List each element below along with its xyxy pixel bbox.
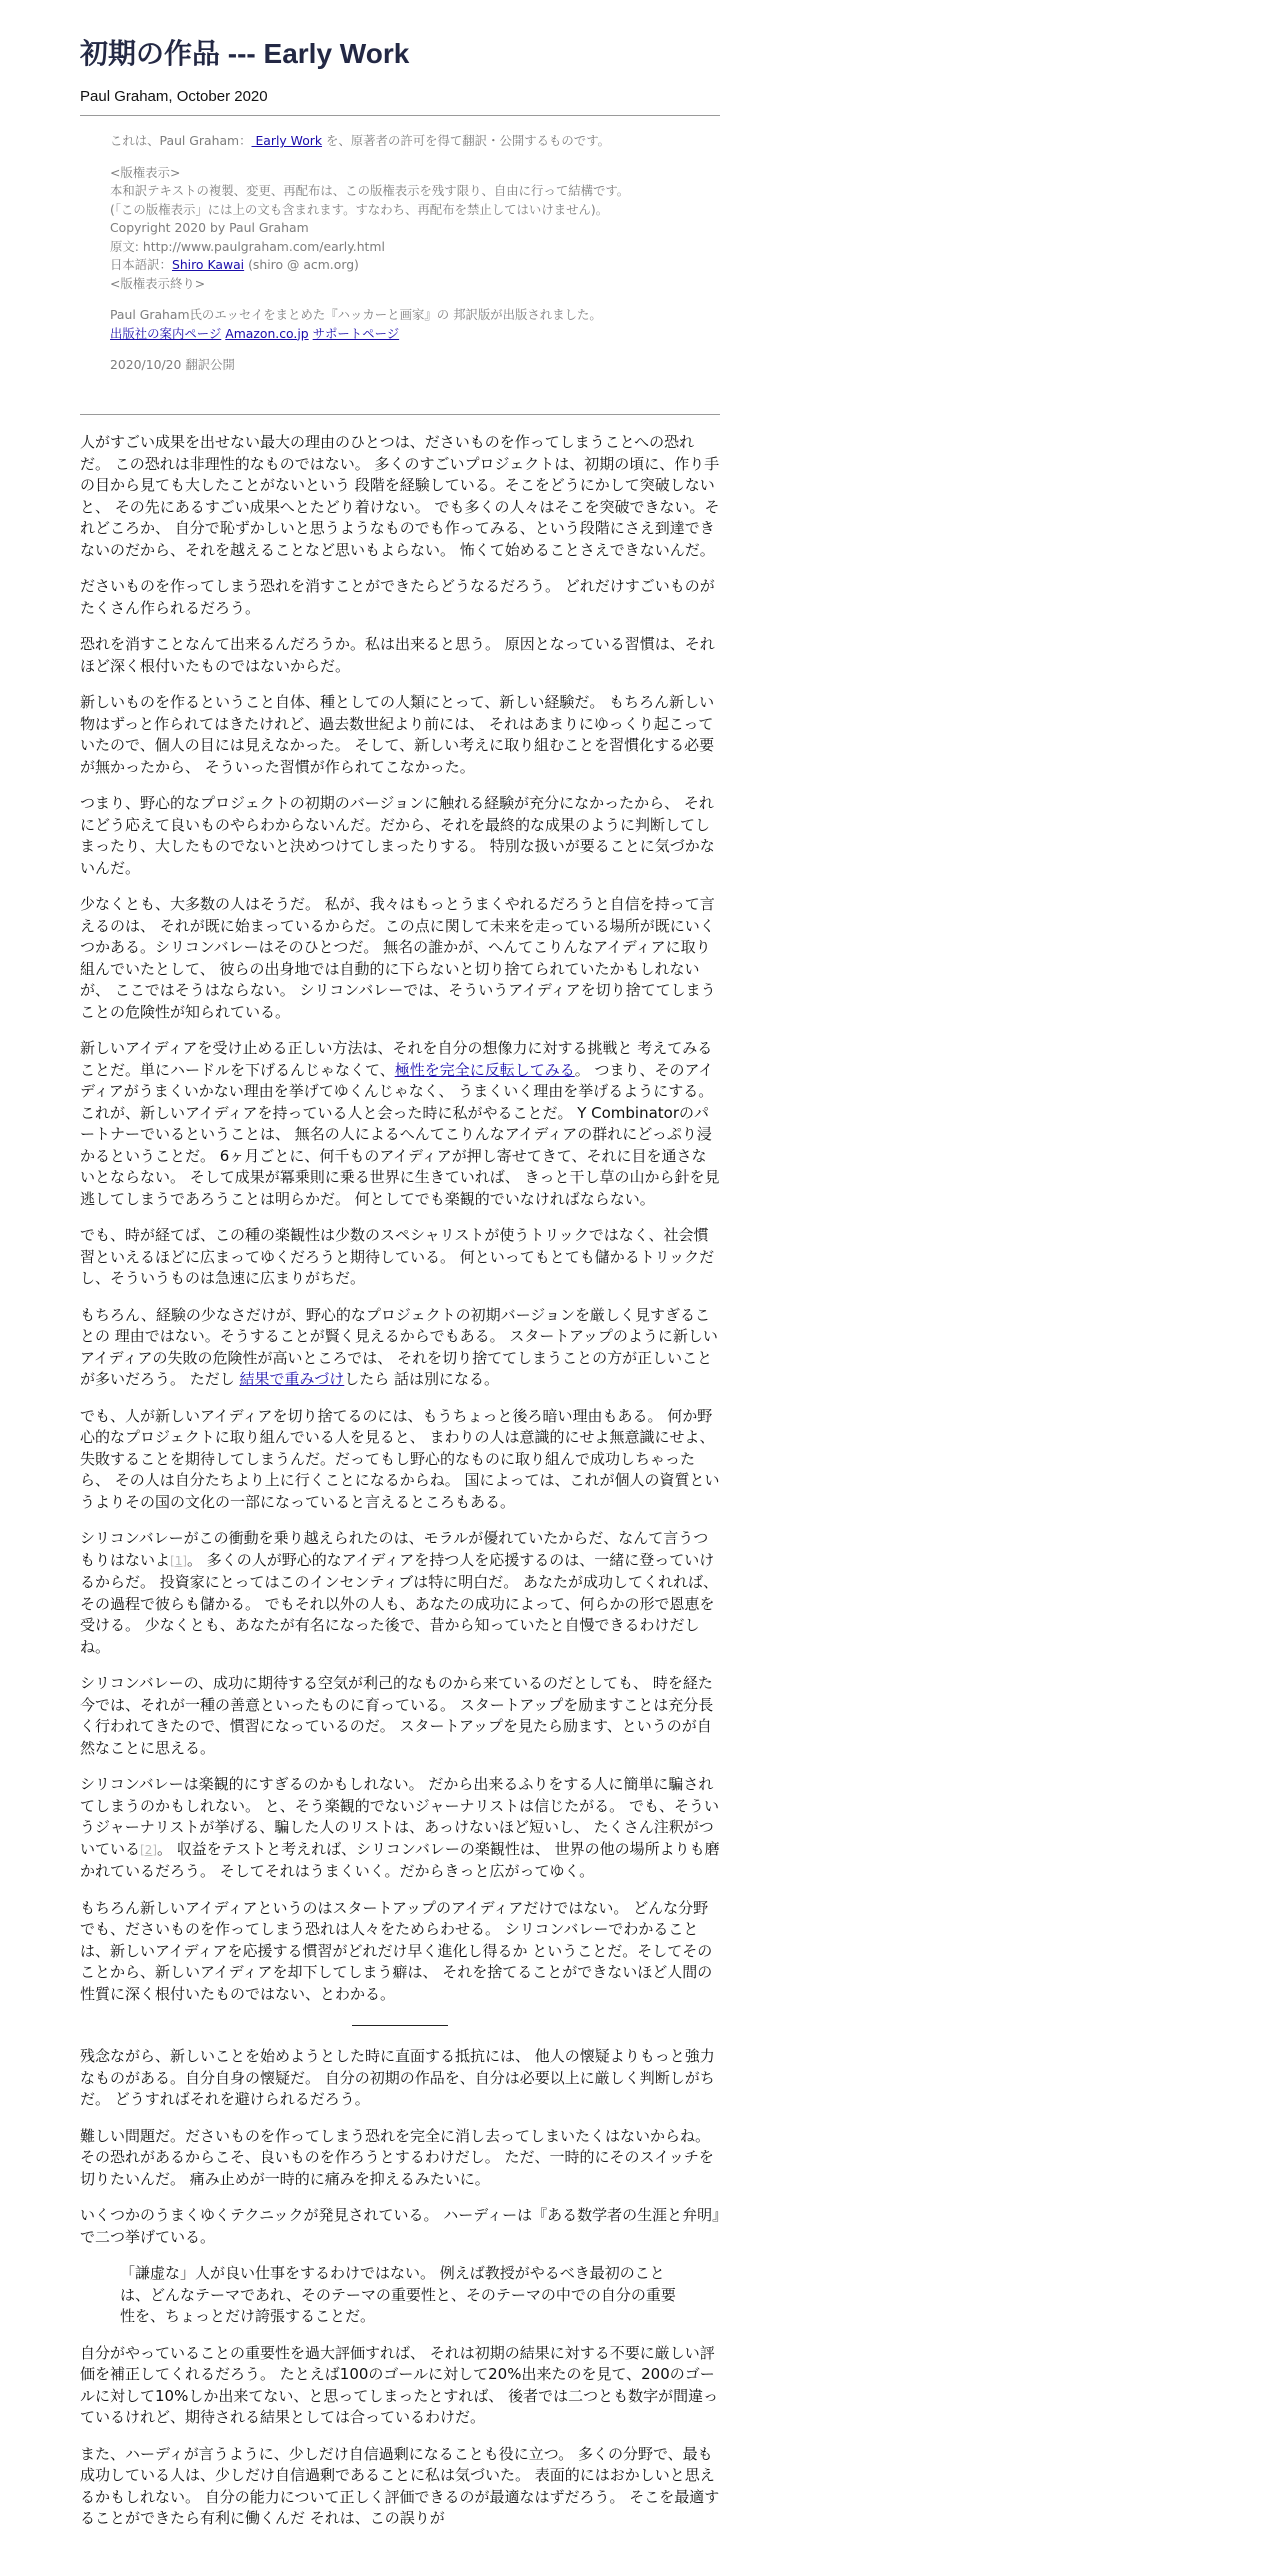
license-note: (「この版権表示」には上の文も含まれます。すなわち、再配布を禁止してはいけません)。: [110, 201, 609, 217]
translator-notes: [110, 132, 670, 388]
text: したら 話は別になる。: [344, 1370, 500, 1388]
author-line: Paul Graham, October 2020: [80, 88, 268, 105]
intro-suffix: を、原著者の許可を得て翻訳・公開するものです。: [322, 133, 610, 148]
paragraph: [80, 1305, 720, 1391]
paragraph: [80, 1528, 720, 1658]
paragraph: 難しい問題だ。ださいものを作ってしまう恐れを完全に消し去ってしまいたくはないからね。 その恐れがあるからこそ、良いものを作ろうとするわけだし。 ただ、一時的にそのスイッチを切りたいんだ。 痛み止めが一時的に痛みを抑えるみたいに。: [80, 2126, 714, 2188]
text: もちろん、経験の少なさだけが、野心的なプロジェクトの初期バージョンを厳しく見すぎることの 理由ではない。そうすることが賢く見えるからでもある。 スタートアップのように新しいアイディアの失敗の危険性が高いところでは、 それを切り捨ててしまうことの方が正しいことが多いだろう。 ただし: [80, 1305, 718, 1388]
text: 新しいアイディアを受け止める正しい方法は、それを自分の想像力に対する挑戦と 考えてみることだ。単にハードルを下げるんじゃなくて、: [80, 1039, 713, 1079]
translator-link[interactable]: Shiro Kawai: [171, 257, 245, 272]
license-close: <版権表示終り>: [110, 275, 206, 291]
intro-line: [110, 132, 670, 151]
book-text: Paul Graham氏のエッセイをまとめた『ハッカーと画家』の 邦訳版が出版されました。: [110, 307, 602, 322]
paragraph: 恐れを消すことなんて出来るんだろうか。私は出来ると思う。 原因となっている習慣は、それほど深く根付いたものではないからだ。: [80, 635, 715, 675]
copyright-line: Copyright 2020 by Paul Graham: [110, 220, 309, 235]
text: シリコンバレーがこの衝動を乗り越えられたのは、モラルが優れていたからだ、なんて言うつもりはないよ: [80, 1529, 709, 1569]
divider-bottom: [80, 414, 720, 415]
amazon-link[interactable]: Amazon.co.jp: [225, 325, 309, 341]
paragraph: [80, 1774, 720, 1883]
translator-email: (shiro @ acm.org): [244, 257, 359, 272]
divider-top: [80, 115, 720, 116]
license-block: [110, 164, 670, 294]
paragraph: つまり、野心的なプロジェクトの初期のバージョンに触れる経験が充分になかったから、 それにどう応えて良いものやらわからないんだ。だから、それを最終的な成果のように判断してしまったり、大したものでないと決めつけてしまったりする。 特別な扱いが要ることに気づかないんだ。: [80, 794, 715, 877]
support-link[interactable]: サポートページ: [312, 325, 400, 341]
paragraph: 人がすごい成果を出せない最大の理由のひとつは、ださいものを作ってしまうことへの恐れだ。 この恐れは非理性的なものではない。 多くのすごいプロジェクトは、初期の頃に、作り手の目から見ても大したことがないという 段階を経験している。そこをどうにかして突破しないと、 その先にあるすごい成果へとたどり着けない。 でも多くの人々はそこを突破できない。それどころか、 自分で恥ずかしいと思うようなものでも作ってみる、という段階にさえ到達できないのだから、それを越えることなど思いもよらない。 怖くて始めることさえできないんだ。: [80, 433, 720, 559]
paragraph: [80, 1038, 720, 1210]
translator-prefix: 日本語訳：: [110, 257, 172, 272]
footnote-2-link[interactable]: [2]: [140, 1842, 158, 1857]
polarity-link[interactable]: 極性を完全に反転してみる: [394, 1060, 575, 1079]
license-body: 本和訳テキストの複製、変更、再配布は、この版権表示を残す限り、自由に行って結構です。: [110, 183, 630, 198]
paragraph: 新しいものを作るということ自体、種としての人類にとって、新しい経験だ。 もちろん新しい物はずっと作られてはきたけれど、過去数世紀より前には、 それはあまりにゆっくり起こっていたので、個人の目には見えなかった。 そして、新しい考えに取り組むことを習慣化する必要が無かったから、 そういった習慣が作られてこなかった。: [80, 693, 715, 776]
text: シリコンバレーは楽観的にすぎるのかもしれない。 だから出来るふりをする人に簡単に騙されてしまうのかもしれない。 と、そう楽観的でないジャーナリストは信じたがる。 でも、そういうジャーナリストが挙げる、騙した人のリストは、あっけないほど短いし、 たくさん注釈がついている: [80, 1775, 719, 1858]
text: 。 つまり、そのアイディアがうまくいかない理由を挙げてゆくんじゃなく、 うまくいく理由を挙げるようにする。 これが、新しいアイディアを持っている人と会った時に私がやることだ。 Y Combinatorのパートナーでいるということは、 無名の人によるへんてこりんなアイディアの群れにどっぷり浸かるということだ。 6ヶ月ごとに、何千ものアイディアが押し寄せてきて、それに目を通さないとならない。 そして成果が冪乗則に乗る世界に生きていれば、 きっと干し草の山から針を見逃してしまうであろうことは明らかだ。 何としてでも楽観的でいなければならない。: [80, 1060, 720, 1208]
intro-prefix: これは、Paul Graham：: [110, 133, 252, 148]
license-open: <版権表示>: [110, 164, 181, 180]
book-links: [110, 325, 670, 344]
essay-body: [80, 432, 720, 2545]
original-url: 原文: http://www.paulgraham.com/early.html: [110, 238, 385, 254]
text: 。 収益をテストと考えれば、シリコンバレーの楽観性は、 世界の他の場所よりも磨かれているだろう。 そしてそれはうまくいく。だからきっと広がってゆく。: [80, 1839, 720, 1880]
weighted-link[interactable]: 結果で重みづけ: [239, 1370, 345, 1388]
paragraph: シリコンバレーの、成功に期待する空気が利己的なものから来ているのだとしても、 時を経た今では、それが一種の善意といったものに育っている。 スタートアップを励ますことは充分長く行われてきたので、慣習になっているのだ。 スタートアップを見たら励ます、というのが自然なことに思える。: [80, 1674, 714, 1757]
date-line: 2020/10/20 翻訳公開: [110, 357, 235, 372]
publisher-link[interactable]: 出版社の案内ページ: [110, 325, 222, 341]
page-title: 初期の作品 --- Early Work: [80, 38, 410, 69]
footnote-1-link[interactable]: [1]: [170, 1553, 188, 1568]
section-separator: [352, 2025, 448, 2026]
hardy-quote: 「謙虚な」人が良い仕事をするわけではない。 例えば教授がやるべき最初のことは、どんなテーマであれ、そのテーマの重要性と、そのテーマの中での自分の重要性を、ちょっとだけ誇張することだ。: [120, 2264, 676, 2325]
paragraph: もちろん新しいアイディアというのはスタートアップのアイディアだけではない。 どんな分野でも、ださいものを作ってしまう恐れは人々をためらわせる。 シリコンバレーでわかることは、新しいアイディアを応援する慣習がどれだけ早く進化し得るか ということだ。そしてそのことから、新しいアイディアを却下してしまう癖は、 それを捨てることができないほど人間の性質に深く根付いたものではない、とわかる。: [80, 1898, 713, 2003]
text: 。 多くの人が野心的なアイディアを持つ人を応援するのは、一緒に登っていけるからだ。 投資家にとってはこのインセンティブは特に明白だ。 あなたが成功してくれれば、その過程で彼らも儲かる。 でもそれ以外の人も、あなたの成功によって、何らかの形で恩恵を受ける。 少なくとも、あなたが有名になった後で、昔から知っていたと自慢できるわけだしね。: [80, 1550, 719, 1656]
paragraph: 残念ながら、新しいことを始めようとした時に直面する抵抗には、 他人の懐疑よりもっと強力なものがある。自分自身の懐疑だ。 自分の初期の作品を、自分は必要以上に厳しく判断しがちだ。 どうすればそれを避けられるだろう。: [80, 2047, 715, 2108]
paragraph: でも、時が経てば、この種の楽観性は少数のスペシャリストが使うトリックではなく、社会慣習といえるほどに広まってゆくだろうと期待している。 何といってもとても儲かるトリックだし、そういうものは急速に広まりがちだ。: [80, 1226, 715, 1287]
paragraph: また、ハーディが言うように、少しだけ自信過剰になることも役に立つ。 多くの分野で、最も成功している人は、少しだけ自信過剰であることに私は気づいた。 表面的にはおかしいと思えるかもしれない。 自分の能力について正しく評価できるのが最適なはずだろう。 そこを最適することができたら有利に働くんだ それは、この誤りが: [80, 2444, 720, 2527]
paragraph: ださいものを作ってしまう恐れを消すことができたらどうなるだろう。 どれだけすごいものがたくさん作られるだろう。: [80, 577, 715, 617]
early-work-link[interactable]: Early Work: [251, 133, 323, 148]
translator-line: [110, 256, 670, 275]
book-block: [110, 306, 670, 343]
paragraph: いくつかのうまくゆくテクニックが発見されている。 ハーディーは『ある数学者の生涯と弁明』で二つ挙げている。: [80, 2206, 720, 2246]
paragraph: 自分がやっていることの重要性を過大評価すれば、 それは初期の結果に対する不要に厳しい評価を補正してくれるだろう。 たとえば100のゴールに対して20%出来たのを見て、200のゴールに対して10%しか出来てない、と思ってしまったとすれば、 後者では二つとも数字が間違っているけれど、期待される結果としては合っているわけだ。: [80, 2343, 719, 2426]
paragraph: でも、人が新しいアイディアを切り捨てるのには、もうちょっと後ろ暗い理由もある。 何か野心的なプロジェクトに取り組んでいる人を見ると、 まわりの人は意識的にせよ無意識にせよ、 失敗することを期待してしまうんだ。だってもし野心的なものに取り組んで成功しちゃったら、 その人は自分たちより上に行くことになるからね。 国によっては、これが個人の資質というよりその国の文化の一部になっていると言えるところもある。: [80, 1406, 720, 1511]
paragraph: 少なくとも、大多数の人はそうだ。 私が、我々はもっとうまくやれるだろうと自信を持って言えるのは、 それが既に始まっているからだ。この点に関して未来を走っている場所が既にいくつかある。シリコンバレーはそのひとつだ。 無名の誰かが、へんてこりんなアイディアに取り組んでいたとして、 彼らの出身地では自動的に下らないと切り捨てられていたかもしれないが、 ここではそうはならない。 シリコンバレーでは、そういうアイディアを切り捨ててしまうことの危険性が知られている。: [80, 895, 716, 1021]
